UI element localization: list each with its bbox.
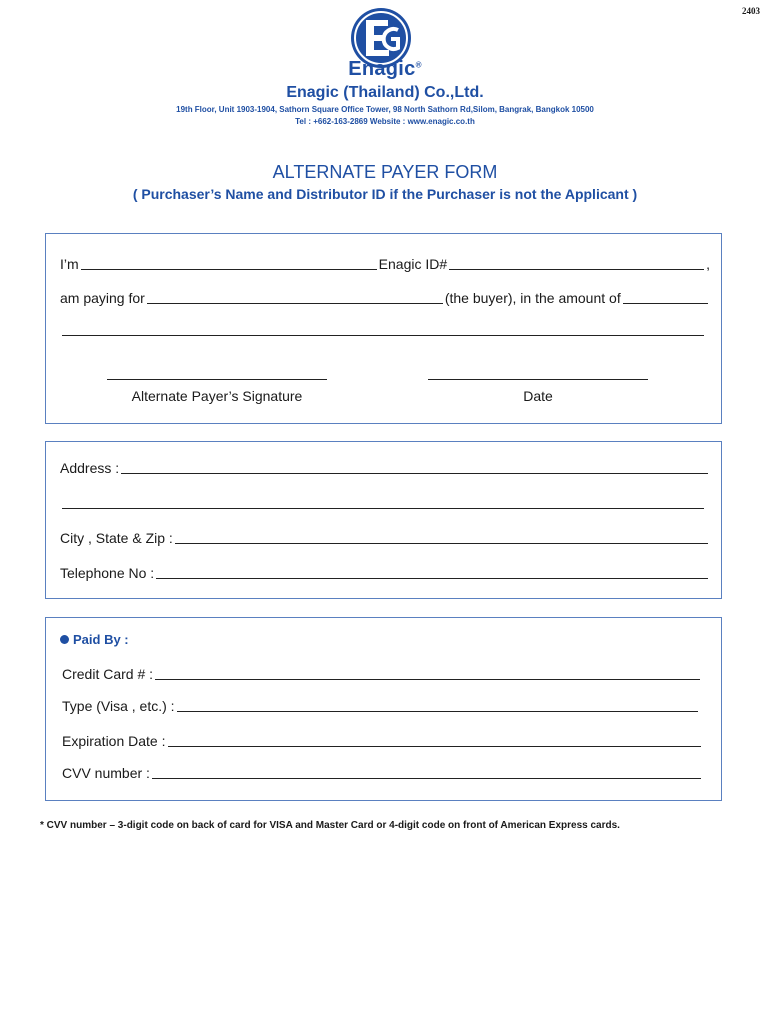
company-address: 19th Floor, Unit 1903-1904, Sathorn Square Office Tower, 98 North Sathorn Rd,Silom, Bangrak, Bangkok 10500 [176,105,594,114]
comma-mark: , [706,256,710,272]
address-continuation-field[interactable] [62,494,704,509]
card-type-field[interactable] [177,697,698,712]
payment-section [45,617,722,801]
telephone-field[interactable] [156,564,708,579]
card-type-row [62,696,700,714]
card-type-label: Type (Visa , etc.) : [62,698,175,714]
city-row [60,528,710,546]
paying-for-row [60,288,710,306]
paying-for-label: am paying for [60,290,145,306]
brand-wordmark: Enagic [348,58,416,80]
company-contact: Tel : +662-163-2869 Website : www.enagic.co.th [295,117,475,126]
address-section [45,441,722,599]
cvv-footnote: * CVV number – 3-digit code on back of card for VISA and Master Card or 4-digit code on front of American Express cards. [40,820,620,831]
signature-label: Alternate Payer’s Signature [131,388,303,404]
cvv-row [62,763,703,781]
signature-field[interactable] [107,379,327,380]
im-label: I’m [60,256,79,272]
city-state-zip-label: City , State & Zip : [60,530,173,546]
payer-row [60,254,710,272]
city-state-zip-field[interactable] [175,529,708,544]
payer-name-field[interactable] [81,255,377,270]
buyer-amount-label: (the buyer), in the amount of [444,290,621,306]
bullet-icon [60,635,69,644]
telephone-row [60,563,710,581]
amount-field[interactable] [623,289,708,304]
expiration-row [62,731,703,749]
enagic-id-field[interactable] [449,255,704,270]
form-code: 2403 [742,6,760,16]
payer-section [45,233,722,424]
credit-card-label: Credit Card # : [62,666,154,682]
expiration-label: Expiration Date : [62,733,166,749]
enagic-id-label: Enagic ID# [378,256,448,272]
credit-card-field[interactable] [155,665,700,680]
company-name: Enagic (Thailand) Co.,Ltd. [286,84,484,101]
date-label: Date [523,388,553,404]
expiration-field[interactable] [168,732,702,747]
paid-by-heading [60,632,129,647]
address-label: Address : [60,460,120,476]
paid-by-label: Paid By : [73,632,129,647]
page-title: ALTERNATE PAYER FORM [272,162,498,182]
amount-continuation-field[interactable] [62,321,704,336]
telephone-label: Telephone No : [60,565,155,581]
brand-name [0,58,770,81]
buyer-name-field[interactable] [147,289,443,304]
date-field[interactable] [428,379,648,380]
credit-card-row [62,664,702,682]
page-subtitle: ( Purchaser’s Name and Distributor ID if the Purchaser is not the Applicant ) [132,186,638,202]
address-field[interactable] [121,459,708,474]
address-row [60,458,710,476]
registered-mark: ® [415,60,422,70]
address-continuation-row [60,493,706,511]
cvv-field[interactable] [152,764,701,779]
amount-continuation-row [60,320,706,338]
cvv-label: CVV number : [62,765,150,781]
